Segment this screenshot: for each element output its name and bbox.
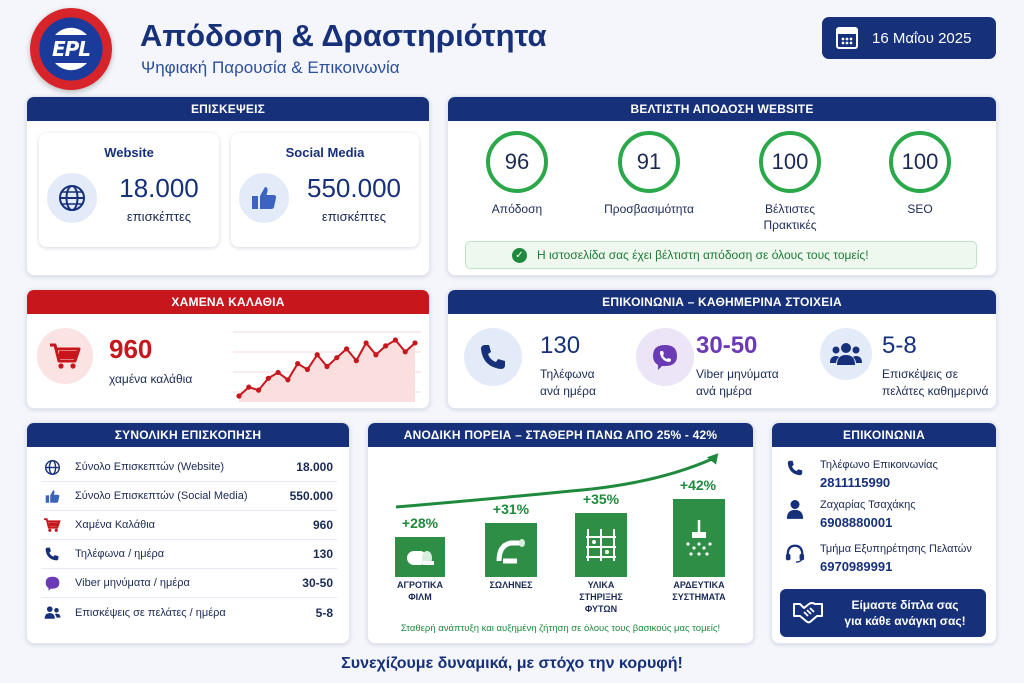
overview-value: 5-8 [315, 605, 333, 620]
overview-label: Viber μηνύματα / ημέρα [75, 577, 190, 589]
users-icon [41, 604, 63, 622]
check-circle-icon: ✓ [512, 248, 527, 263]
globe-icon [47, 173, 97, 223]
overview-value: 30-50 [302, 576, 333, 590]
spark-point [412, 340, 417, 345]
website-visits-tile [39, 133, 219, 247]
visits-card [26, 96, 430, 276]
contact-phone-label: Τηλέφωνο Επικοινωνίας [820, 459, 938, 471]
sprinkler-icon [673, 499, 725, 577]
page-subtitle: Ψηφιακή Παρουσία & Επικοινωνία [141, 58, 400, 77]
growth-label-irrigation: ΑΡΔΕΥΤΙΚΑ ΣΥΣΤΗΜΑΤΑ [672, 580, 726, 602]
pipes-icon [485, 523, 537, 577]
spark-point [305, 367, 310, 372]
lost-carts-header: ΧΑΜΕΝΑ ΚΑΛΑΘΙΑ [27, 290, 429, 314]
communication-daily-header: ΕΠΙΚΟΙΝΩΝΙΑ – ΚΑΘΗΜΕΡΙΝΑ ΣΤΟΙΧΕΙΑ [448, 290, 996, 314]
spark-point [324, 364, 329, 369]
globe-icon [41, 458, 63, 476]
lost-carts-value: 960 [109, 334, 153, 364]
spark-point [403, 349, 408, 354]
growth-header: ΑΝΟΔΙΚΗ ΠΟΡΕΙΑ – ΣΤΑΘΕΡΗ ΠΑΝΩ ΑΠΟ 25% - 42% [368, 423, 753, 447]
phone-icon [41, 545, 63, 563]
overview-value: 130 [312, 547, 333, 561]
visits-header: ΕΠΙΣΚΕΨΕΙΣ [27, 97, 429, 121]
overview-card [26, 422, 350, 644]
logo-text: EPL [46, 35, 96, 63]
spark-area [239, 340, 415, 402]
score-label-performance: Απόδοση [491, 202, 543, 216]
spark-point [285, 377, 290, 382]
growth-pct-trellis: +35% [582, 491, 620, 507]
score-label-accessibility: Προσβασιμότητα [604, 202, 694, 216]
viber-line2: ανά ημέρα [696, 384, 752, 398]
social-label: Social Media [285, 145, 365, 160]
growth-pct-irrigation: +42% [679, 477, 717, 493]
communication-daily-card [447, 289, 997, 409]
social-visits-value: 550.000 [307, 173, 401, 203]
growth-pct-film: +28% [401, 515, 439, 531]
spark-point [373, 352, 378, 357]
spark-point [276, 370, 281, 375]
person-icon [786, 499, 804, 524]
spark-point [344, 346, 349, 351]
thumbs-up-icon [239, 173, 289, 223]
overview-row-visits [41, 598, 337, 627]
page-title: Απόδοση & Δραστηριότητα [140, 18, 547, 53]
cart-icon [41, 516, 63, 534]
spark-point [393, 337, 398, 342]
viber-value: 30-50 [696, 332, 758, 359]
spark-point [354, 358, 359, 363]
overview-label: Σύνολο Επισκεπτών (Website) [75, 461, 225, 473]
visits-line2: πελάτες καθημερινά [882, 384, 989, 398]
contact-person-label: Ζαχαρίας Τσαχάκης [820, 499, 916, 511]
growth-card [367, 422, 754, 644]
trellis-icon [575, 513, 627, 577]
overview-label: Επισκέψεις σε πελάτες / ημέρα [75, 606, 226, 619]
phones-value: 130 [540, 332, 581, 359]
phones-line1: Τηλέφωνα [540, 367, 595, 381]
overview-label: Σύνολο Επισκεπτών (Social Media) [75, 490, 248, 502]
phones-line2: ανά ημέρα [540, 384, 596, 398]
users-icon [820, 328, 872, 380]
growth-pct-pipes: +31% [492, 501, 530, 517]
score-gauge-best-practices: 100 [759, 131, 821, 193]
cta-line1: Είμαστε δίπλα σας [851, 598, 959, 612]
spark-point [295, 361, 300, 366]
spark-point [383, 343, 388, 348]
website-label: Website [104, 145, 154, 160]
performance-card [447, 96, 997, 276]
website-visits-unit: επισκέπτες [126, 209, 192, 224]
growth-label-pipes: ΣΩΛΗΝΕΣ [489, 580, 533, 590]
performance-message: Η ιστοσελίδα σας έχει βέλτιστη απόδοση σε όλους τους τομείς! [537, 248, 869, 262]
spark-point [256, 388, 261, 393]
overview-value: 18.000 [296, 460, 333, 474]
spark-point [246, 385, 251, 390]
overview-value: 550.000 [289, 489, 333, 503]
contact-phone-value[interactable]: 2811115990 [820, 475, 891, 490]
social-visits-unit: επισκέπτες [321, 209, 387, 224]
overview-value: 960 [312, 518, 333, 532]
visits-value: 5-8 [882, 332, 917, 359]
contact-card [771, 422, 997, 644]
overview-row-carts [41, 511, 337, 540]
cart-icon [37, 328, 93, 384]
overview-row-social [41, 482, 337, 511]
calendar-icon [836, 27, 858, 49]
thumbs-up-icon [41, 487, 63, 505]
overview-row-website [41, 453, 337, 482]
overview-label: Χαμένα Καλάθια [75, 519, 156, 531]
score-gauge-seo: 100 [889, 131, 951, 193]
footer-slogan: Συνεχίζουμε δυναμικά, με στόχο την κορυφή! [341, 655, 683, 672]
overview-row-phones [41, 540, 337, 569]
handshake-icon [792, 598, 824, 629]
spark-point [364, 340, 369, 345]
lost-carts-label: χαμένα καλάθια [109, 372, 193, 386]
growth-label-trellis: ΥΛΙΚΑ ΣΤΗΡΙΞΗΣ ΦΥΤΩΝ [579, 580, 623, 614]
score-label-seo: SEO [907, 202, 933, 216]
score-label-best-practices: Βέλτιστες Πρακτικές [763, 202, 817, 232]
spark-point [315, 352, 320, 357]
spark-point [266, 376, 271, 381]
contact-support-value[interactable]: 6970989991 [820, 559, 893, 574]
phone-icon [464, 328, 522, 386]
performance-header: ΒΕΛΤΙΣΤΗ ΑΠΟΔΟΣΗ WEBSITE [448, 97, 996, 121]
visits-line1: Επισκέψεις σε [882, 367, 959, 381]
company-logo [30, 8, 112, 90]
spark-point [236, 393, 241, 398]
contact-support-label: Τμήμα Εξυπηρέτησης Πελατών [820, 543, 972, 555]
viber-icon [636, 328, 694, 386]
contact-person-value[interactable]: 6908880001 [820, 515, 893, 530]
performance-success-banner [465, 241, 977, 269]
growth-footer: Σταθερή ανάπτυξη και αυξημένη ζήτηση σε όλους τους βασικούς μας τομείς! [400, 623, 721, 634]
cta-line2: για κάθε ανάγκη σας! [844, 614, 966, 628]
growth-label-film: ΑΓΡΟΤΙΚΑ ΦΙΛΜ [397, 580, 443, 602]
overview-row-viber [41, 569, 337, 598]
social-visits-tile [231, 133, 419, 247]
lost-carts-card [26, 289, 430, 409]
contact-cta-button[interactable] [780, 589, 986, 637]
score-gauge-performance: 96 [486, 131, 548, 193]
website-visits-value: 18.000 [119, 173, 199, 203]
overview-header: ΣΥΝΟΛΙΚΗ ΕΠΙΣΚΟΠΗΣΗ [27, 423, 349, 447]
date-text: 16 Μαΐου 2025 [872, 29, 972, 47]
score-gauge-accessibility: 91 [618, 131, 680, 193]
overview-label: Τηλέφωνα / ημέρα [75, 548, 165, 560]
contact-header: ΕΠΙΚΟΙΝΩΝΙΑ [772, 423, 996, 447]
phone-icon [786, 459, 804, 482]
film-roll-icon [395, 537, 445, 577]
date-badge [822, 17, 996, 59]
viber-line1: Viber μηνύματα [696, 367, 779, 381]
lost-carts-trend-chart [233, 324, 421, 402]
headset-icon [785, 543, 805, 568]
spark-point [334, 355, 339, 360]
viber-icon [41, 574, 63, 592]
